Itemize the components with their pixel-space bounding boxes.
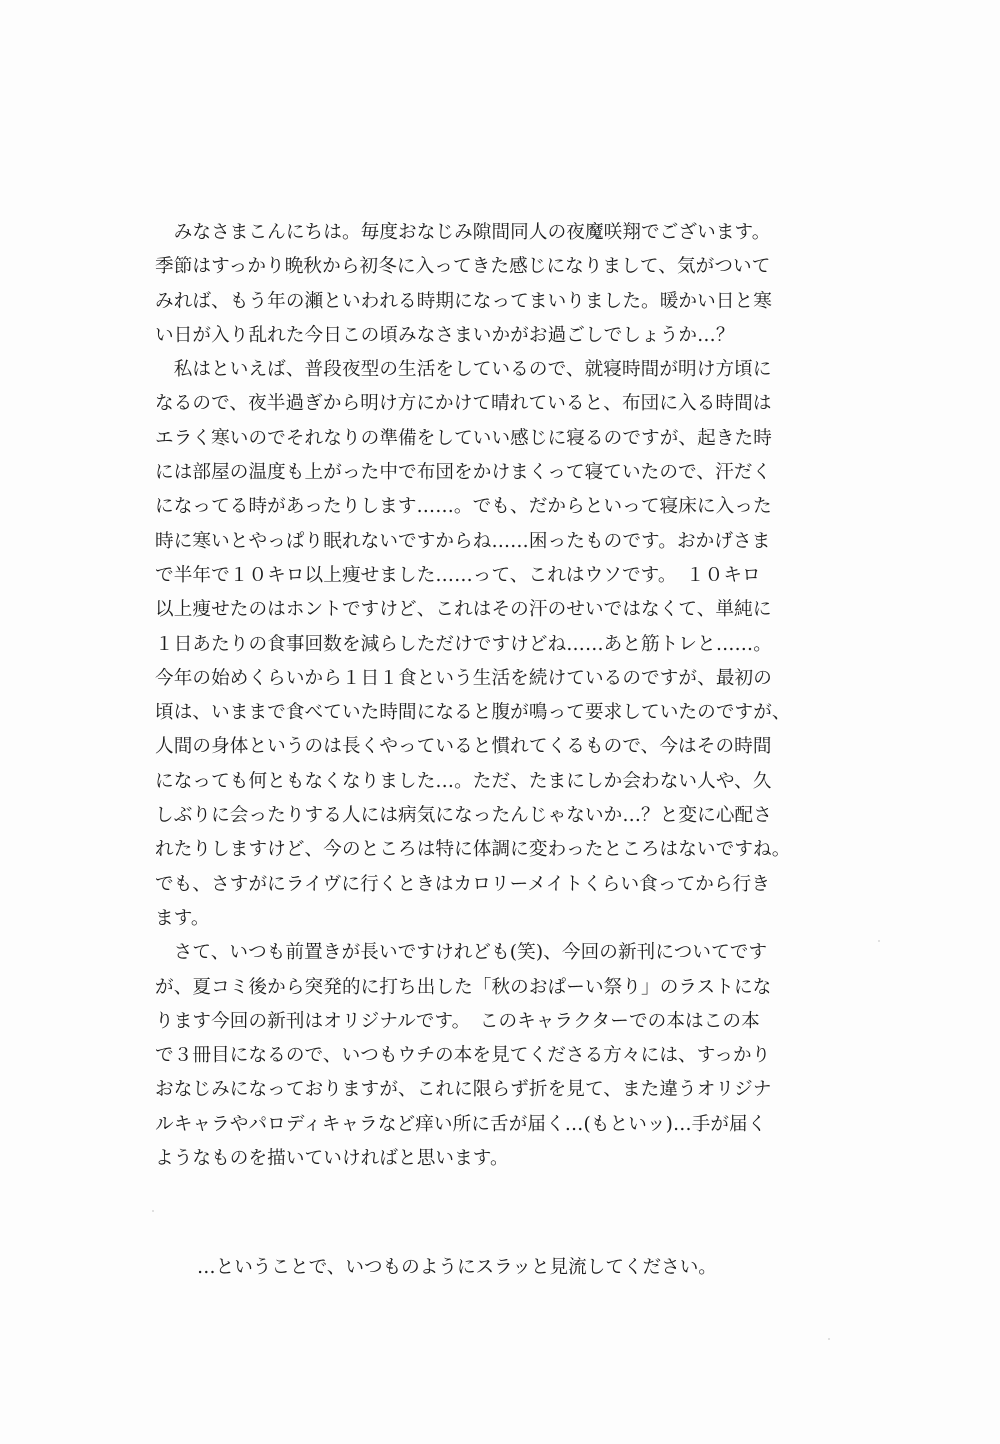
text-line: しぶりに会ったりする人には病気になったんじゃないか…？と変に心配さ <box>155 805 772 827</box>
text-line: になってる時があったりします……。でも、だからといって寝床に入った <box>155 496 772 518</box>
text-line: になっても何ともなくなりました…。ただ、たまにしか会わない人や、久 <box>155 770 772 792</box>
text-line: ます。 <box>155 907 210 929</box>
closing-line: …ということで、いつものようにスラッと見流してください。 <box>197 1257 717 1278</box>
text-line: 時に寒いとやっぱり眠れないですからね……困ったものです。おかげさま <box>155 530 771 552</box>
text-line: 季節はすっかり晩秋から初冬に入ってきた感じになりまして、気がついて <box>155 256 771 278</box>
text-line: １日あたりの食事回数を減らしただけですけどね……あと筋トレと……。 <box>155 633 772 655</box>
text-line: ルキャラやパロディキャラなど痒い所に舌が届く…(もといッ)…手が届く <box>155 1113 767 1135</box>
text-line: エラく寒いのでそれなりの準備をしていい感じに寝るのですが、起きた時 <box>155 427 772 449</box>
body-text <box>155 216 875 1176</box>
text-line: なるので、夜半過ぎから明け方にかけて晴れていると、布団に入る時間は <box>155 393 772 415</box>
text-line: で３冊目になるので、いつもウチの本を見てくださる方々には、すっかり <box>155 1045 771 1067</box>
scan-speck <box>828 1338 830 1340</box>
text-line: 以上痩せたのはホントですけど、これはその汗のせいではなくて、単純に <box>155 599 772 621</box>
text-line: 今年の始めくらいから１日１食という生活を続けているのですが、最初の <box>155 667 772 689</box>
text-line: れたりしますけど、今のところは特に体調に変わったところはないですね。 <box>155 839 791 861</box>
text-line: でも、さすがにライヴに行くときはカロリーメイトくらい食ってから行き <box>155 873 771 895</box>
scan-speck <box>878 940 880 942</box>
text-line: い日が入り乱れた今日この頃みなさまいかがお過ごしでしょうか…？ <box>155 324 735 346</box>
text-line: みれば、もう年の瀬といわれる時期になってまいりました。暖かい日と寒 <box>155 290 772 312</box>
text-line: 私はといえば、普段夜型の生活をしているので、就寝時間が明け方頃に <box>155 359 772 381</box>
scan-speck <box>152 1210 154 1212</box>
text-line: おなじみになっておりますが、これに限らず折を見て、また違うオリジナ <box>155 1079 772 1101</box>
text-line: が、夏コミ後から突発的に打ち出した「秋のおぱーい祭り」のラストにな <box>155 976 772 998</box>
text-line: 人間の身体というのは長くやっていると慣れてくるもので、今はその時間 <box>155 736 772 758</box>
text-line: ります今回の新刊はオリジナルです。 このキャラクターでの本はこの本 <box>155 1010 760 1032</box>
text-line: みなさまこんにちは。毎度おなじみ隙間同人の夜魔咲翔でございます。 <box>155 222 771 243</box>
text-line: さて、いつも前置きが長いですけれども(笑)、今回の新刊についてです <box>155 942 768 964</box>
text-line: には部屋の温度も上がった中で布団をかけまくって寝ていたので、汗だく <box>155 462 772 484</box>
text-line: で半年で１０キロ以上痩せました……って、これはウソです。 １０キロ <box>155 564 761 586</box>
text-line: ようなものを描いていければと思います。 <box>155 1148 509 1170</box>
text-line: 頃は、いままで食べていた時間になると腹が鳴って要求していたのですが、 <box>155 702 791 724</box>
